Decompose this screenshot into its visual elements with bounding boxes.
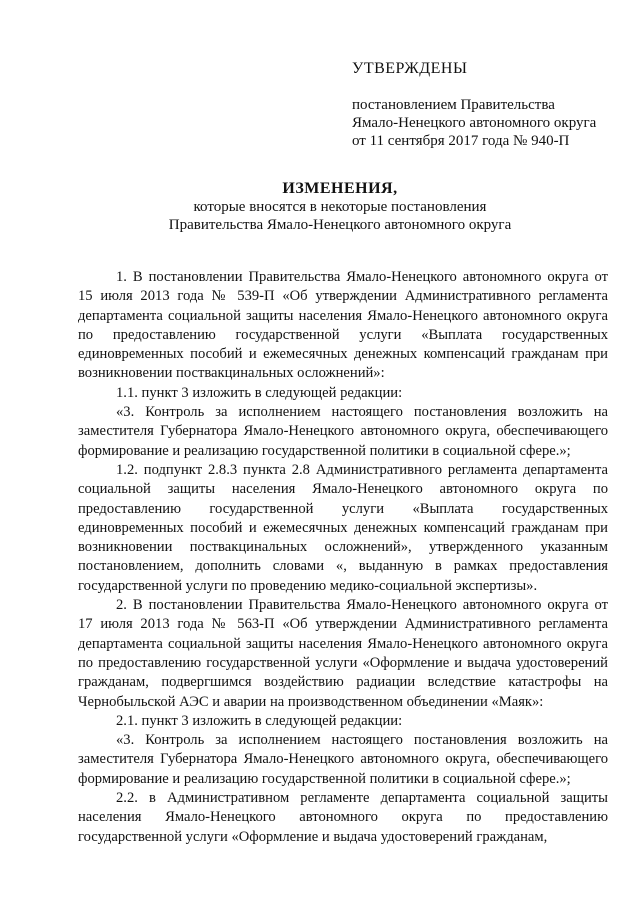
paragraph-2-1: 2.1. пункт 3 изложить в следующей редакции: (116, 712, 403, 729)
document-title: ИЗМЕНЕНИЯ, (282, 180, 398, 197)
paragraph-1-2: 1.2. подпункт 2.8.3 пункта 2.8 Административного регламента департамента социальной защиты населения Ямало-Ненецкого автономного округа по предоставлению государственной услуги «Выплата государственных единовременных пособий и ежемесячных денежных компенсаций гражданам при возникновении поствакцинальных осложнений», утвержденного указанным постановлением, дополнить словами «, выданную в рамках предоставления государственной услуги по проведению медико-социальной экспертизы». (78, 461, 608, 594)
paragraph-2-1-text: «3. Контроль за исполнением настоящего постановления возложить на заместителя Губернатора Ямало-Ненецкого автономного округа, обеспечивающего формирование и реализацию государственной политики в социальной сфере.»; (78, 732, 608, 787)
approval-line-2: Ямало-Ненецкого автономного округа (352, 115, 597, 131)
document-subtitle-1: которые вносятся в некоторые постановления (193, 199, 487, 215)
paragraph-1-1-text: «3. Контроль за исполнением настоящего постановления возложить на заместителя Губернатора Ямало-Ненецкого автономного округа, обеспечивающего формирование и реализацию государственной политики в социальной сфере.»; (78, 404, 608, 459)
paragraph-1: 1. В постановлении Правительства Ямало-Ненецкого автономного округа от 15 июля 2013 года № 539-П «Об утверждении Административного регламента департамента социальной защиты населения Ямало-Ненецкого автономного округа по предоставлению государственной услуги «Выплата государственных единовременных пособий и ежемесячных денежных компенсаций гражданам при возникновении поствакцинальных осложнений»: (78, 269, 608, 382)
document-body (78, 268, 608, 847)
paragraph-2: 2. В постановлении Правительства Ямало-Ненецкого автономного округа от 17 июля 2013 года № 563-П «Об утверждении Административного регламента департамента социальной защиты населения Ямало-Ненецкого автономного округа по предоставлению государственной услуги «Оформление и выдача удостоверений гражданам, подвергшимся воздействию радиации вследствие катастрофы на Чернобыльской АЭС и аварии на производственном объединении «Маяк»: (78, 597, 608, 710)
approval-line-1: постановлением Правительства (352, 97, 555, 113)
approval-line-3: от 11 сентября 2017 года № 940-П (352, 133, 570, 149)
paragraph-2-2: 2.2. в Административном регламенте департамента социальной защиты населения Ямало-Ненецкого автономного округа по предоставлению государственной услуги «Оформление и выдача удостоверений гражданам, (78, 790, 608, 845)
paragraph-1-1: 1.1. пункт 3 изложить в следующей редакции: (116, 384, 403, 401)
approval-block (352, 60, 596, 150)
approval-stamp: УТВЕРЖДЕНЫ (352, 60, 468, 77)
document-heading (70, 180, 610, 234)
document-subtitle-2: Правительства Ямало-Ненецкого автономного округа (168, 217, 512, 233)
